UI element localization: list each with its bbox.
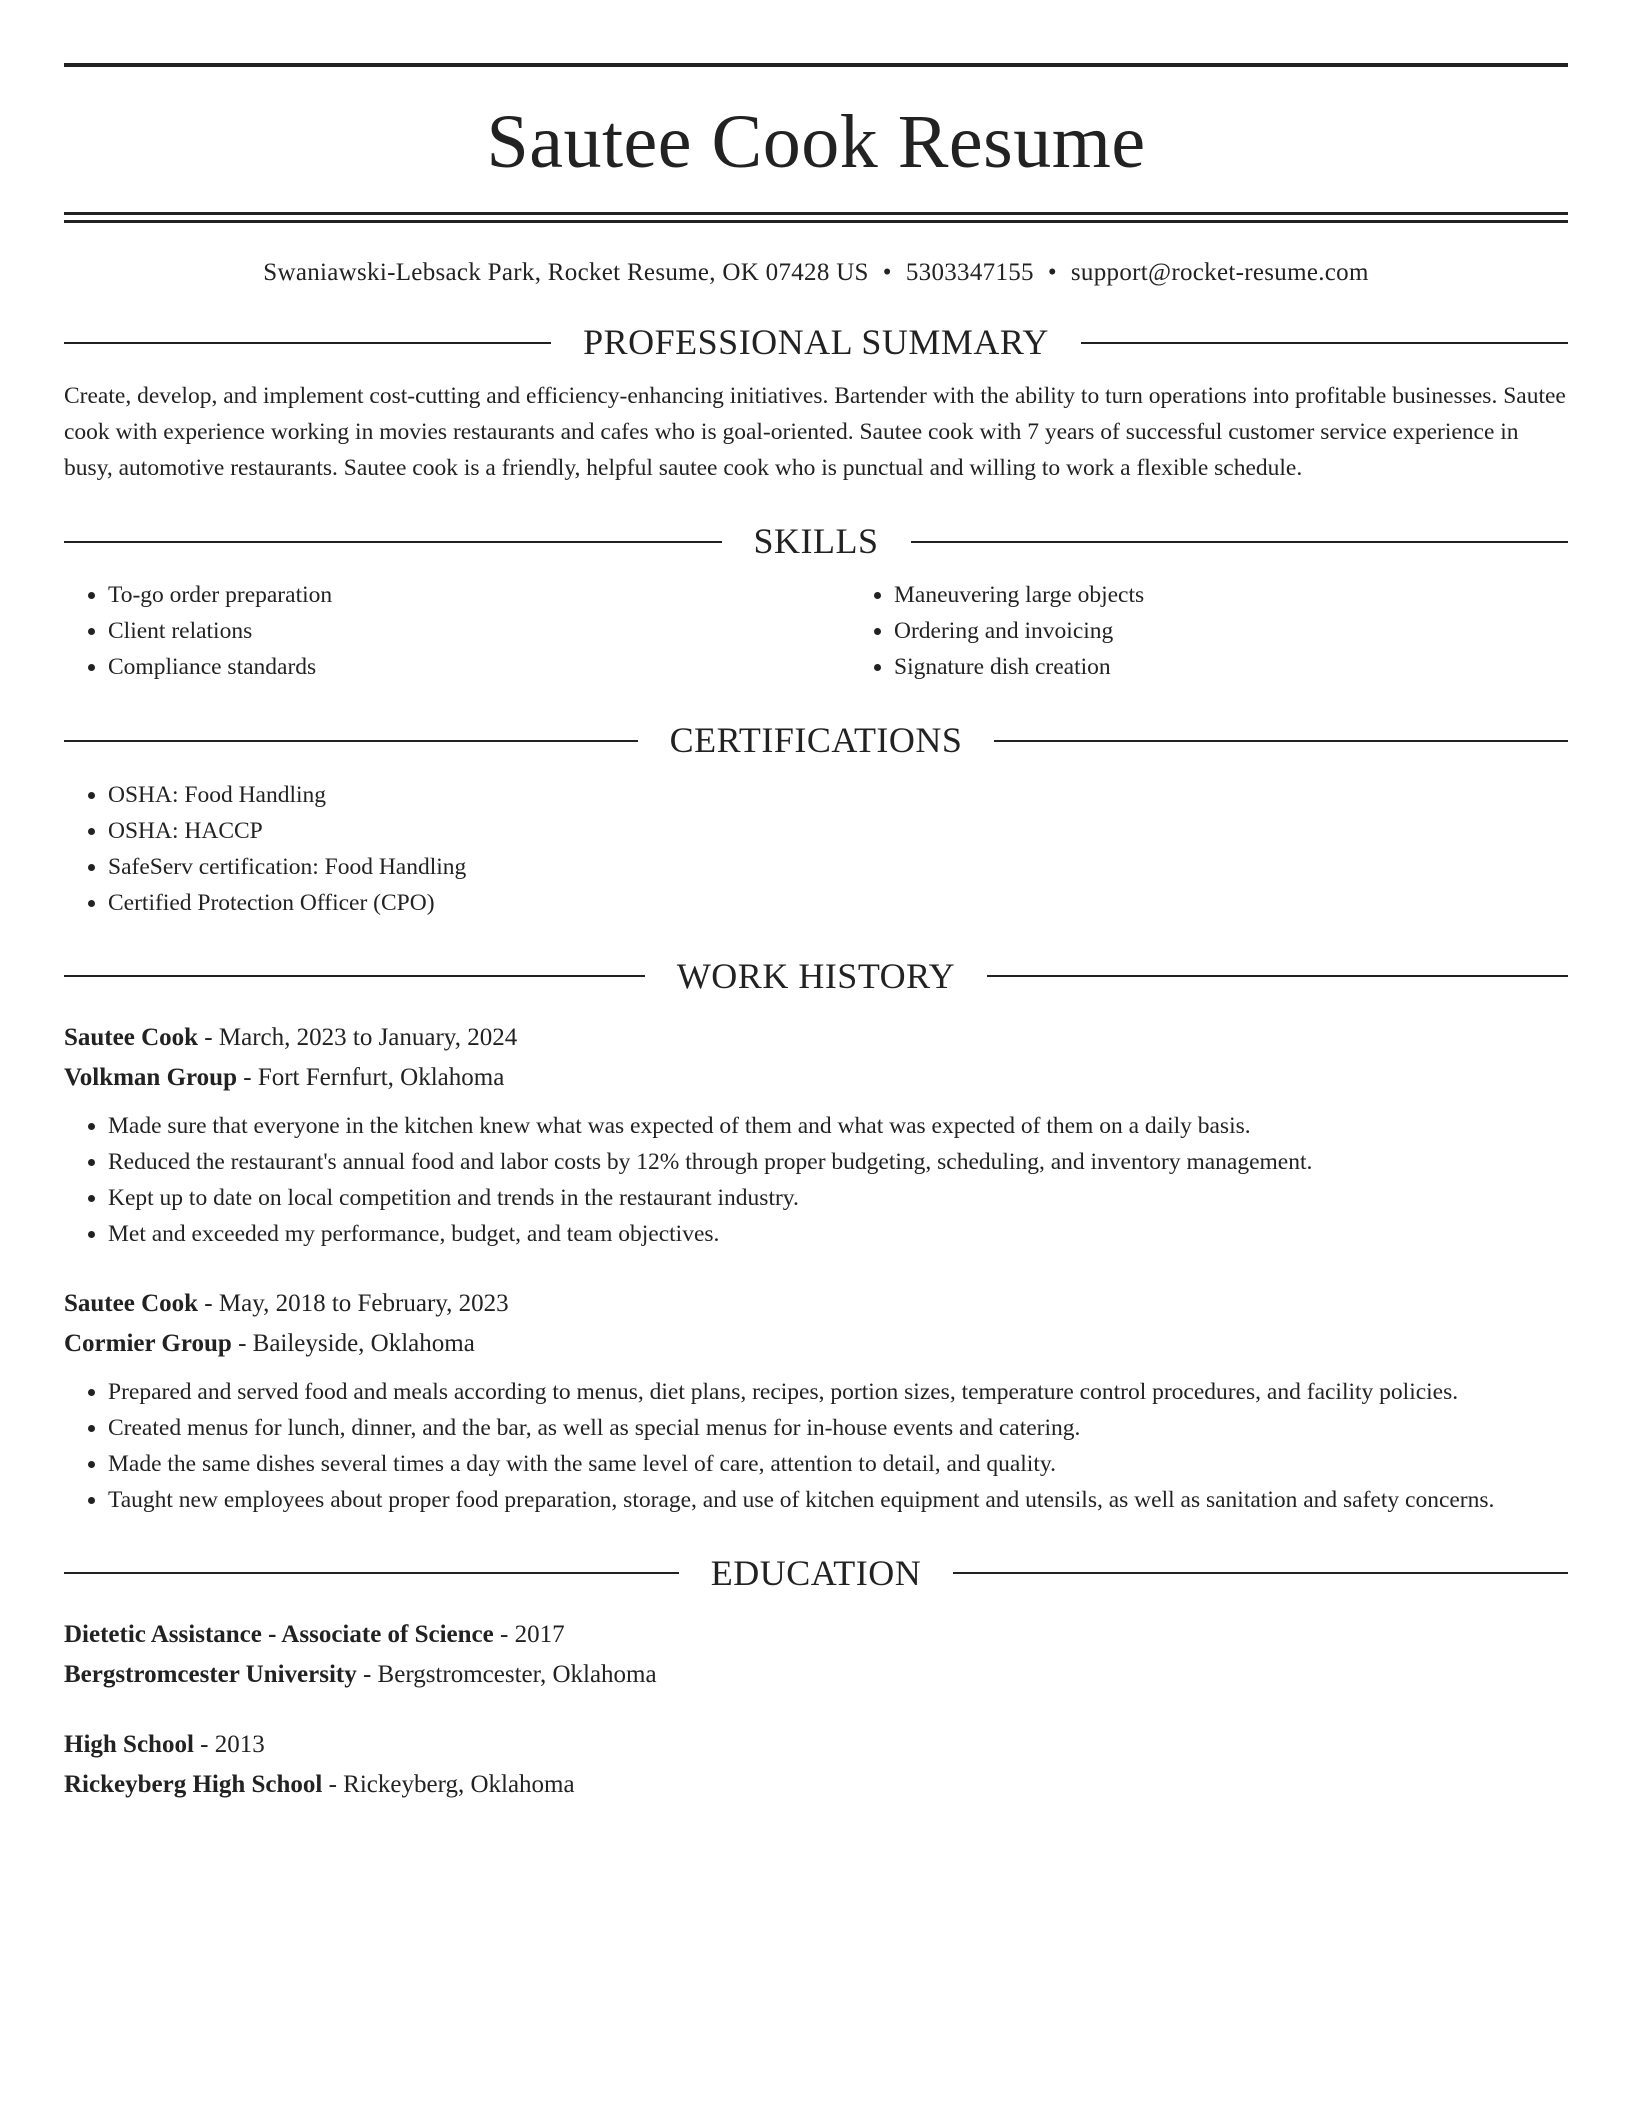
job-bullet: • Taught new employees about proper food preparation, storage, and use of kitchen equipment and utensils, as well as sanitation and safety concerns. [108,1482,1568,1518]
job-company: Volkman Group [64,1063,237,1091]
section-header-education [64,1552,1568,1595]
job-bullet: • Kept up to date on local competition and trends in the restaurant industry. [108,1180,1568,1216]
work-entry [64,1284,1568,1518]
section-rule-right [953,1572,1568,1574]
section-rule-right [1081,342,1568,344]
skills-list-right [850,577,1568,685]
education-entry [64,1615,1568,1695]
job-dates: - March, 2023 to January, 2024 [198,1023,518,1051]
skill-item: • To-go order preparation [108,577,850,613]
contact-separator: • [1047,259,1057,286]
section-rule-right [994,740,1568,742]
section-rule-right [911,541,1569,543]
title-double-rule [64,212,1568,223]
job-location: - Fort Fernfurt, Oklahoma [237,1063,505,1091]
job-bullet: • Made sure that everyone in the kitchen knew what was expected of them and what was expected of them on a daily basis. [108,1108,1568,1144]
job-title-line [64,1018,1568,1058]
education-degree-line [64,1615,1568,1655]
section-title-work: WORK HISTORY [676,955,956,996]
education-location: - Bergstromcester, Oklahoma [356,1660,657,1688]
certification-item: • OSHA: HACCP [108,813,1568,849]
contact-address: Swaniawski-Lebsack Park, Rocket Resume, OK 07428 US [263,259,869,286]
job-location: - Baileyside, Oklahoma [231,1329,475,1357]
skill-item: • Compliance standards [108,649,850,685]
section-rule-left [64,342,551,344]
skill-item: • Client relations [108,613,850,649]
section-title-summary: PROFESSIONAL SUMMARY [583,322,1049,362]
job-bullets [64,1108,1568,1252]
skill-item: • Maneuvering large objects [894,577,1568,613]
job-company-line [64,1058,1568,1098]
job-bullet: • Made the same dishes several times a day with the same level of care, attention to detail, and quality. [108,1446,1568,1482]
job-title-line [64,1284,1568,1324]
education-degree: Dietetic Assistance - Associate of Science [64,1620,494,1648]
education-school: Rickeyberg High School [64,1770,323,1798]
skills-list-left [64,577,850,685]
certification-item: • Certified Protection Officer (CPO) [108,885,1568,921]
education-school-line [64,1655,1568,1695]
education-school-line [64,1765,1568,1805]
section-header-summary [64,321,1568,364]
section-rule-left [64,975,645,977]
education-degree-line [64,1725,1568,1765]
education-school: Bergstromcester University [64,1660,357,1688]
education-year: - 2017 [493,1620,565,1648]
job-company-line [64,1324,1568,1364]
section-rule-left [64,740,638,742]
job-bullet: • Met and exceeded my performance, budget, and team objectives. [108,1216,1568,1252]
education-location: - Rickeyberg, Oklahoma [322,1770,575,1798]
section-title-education: EDUCATION [710,1552,922,1593]
job-title: Sautee Cook [64,1289,199,1317]
education-entry [64,1725,1568,1805]
job-bullet: • Created menus for lunch, dinner, and the bar, as well as special menus for in-house events and catering. [108,1410,1568,1446]
skill-item: • Signature dish creation [894,649,1568,685]
resume-title: Sautee Cook Resume [486,100,1146,184]
section-rule-left [64,541,722,543]
work-entry [64,1018,1568,1252]
section-header-skills [64,520,1568,563]
contact-separator: • [882,259,892,286]
job-company: Cormier Group [64,1329,232,1357]
certification-item: • SafeServ certification: Food Handling [108,849,1568,885]
skill-item: • Ordering and invoicing [894,613,1568,649]
section-rule-right [987,975,1568,977]
section-header-work [64,955,1568,998]
certification-item: • OSHA: Food Handling [108,777,1568,813]
job-dates: - May, 2018 to February, 2023 [198,1289,509,1317]
job-bullet: • Prepared and served food and meals according to menus, diet plans, recipes, portion sizes, temperature control procedures, and facility policies. [108,1374,1568,1410]
contact-line [64,259,1568,287]
contact-email: support@rocket-resume.com [1070,259,1369,286]
contact-phone: 5303347155 [905,259,1034,286]
section-title-skills: SKILLS [753,521,879,562]
job-bullet: • Reduced the restaurant's annual food and labor costs by 12% through proper budgeting, scheduling, and inventory management. [108,1144,1568,1180]
education-degree: High School [64,1730,194,1758]
job-bullets [64,1374,1568,1518]
top-rule [64,63,1568,67]
education-year: - 2013 [193,1730,265,1758]
job-title: Sautee Cook [64,1023,199,1051]
section-header-certifications [64,719,1568,762]
section-title-certifications: CERTIFICATIONS [669,720,963,761]
summary-text: Create, develop, and implement cost-cutting and efficiency-enhancing initiatives. Bartender with the ability to turn operations into profitable businesses. Sautee cook with experience working in movies restaurants and cafes who is goal-oriented. Sautee cook with 7 years of successful customer service experience in busy, automotive restaurants. Sautee cook is a friendly, helpful sautee cook who is punctual and willing to work a flexible schedule. [64,383,1566,482]
skills-grid [64,577,1568,685]
section-rule-left [64,1572,679,1574]
certifications-list [64,777,1568,921]
